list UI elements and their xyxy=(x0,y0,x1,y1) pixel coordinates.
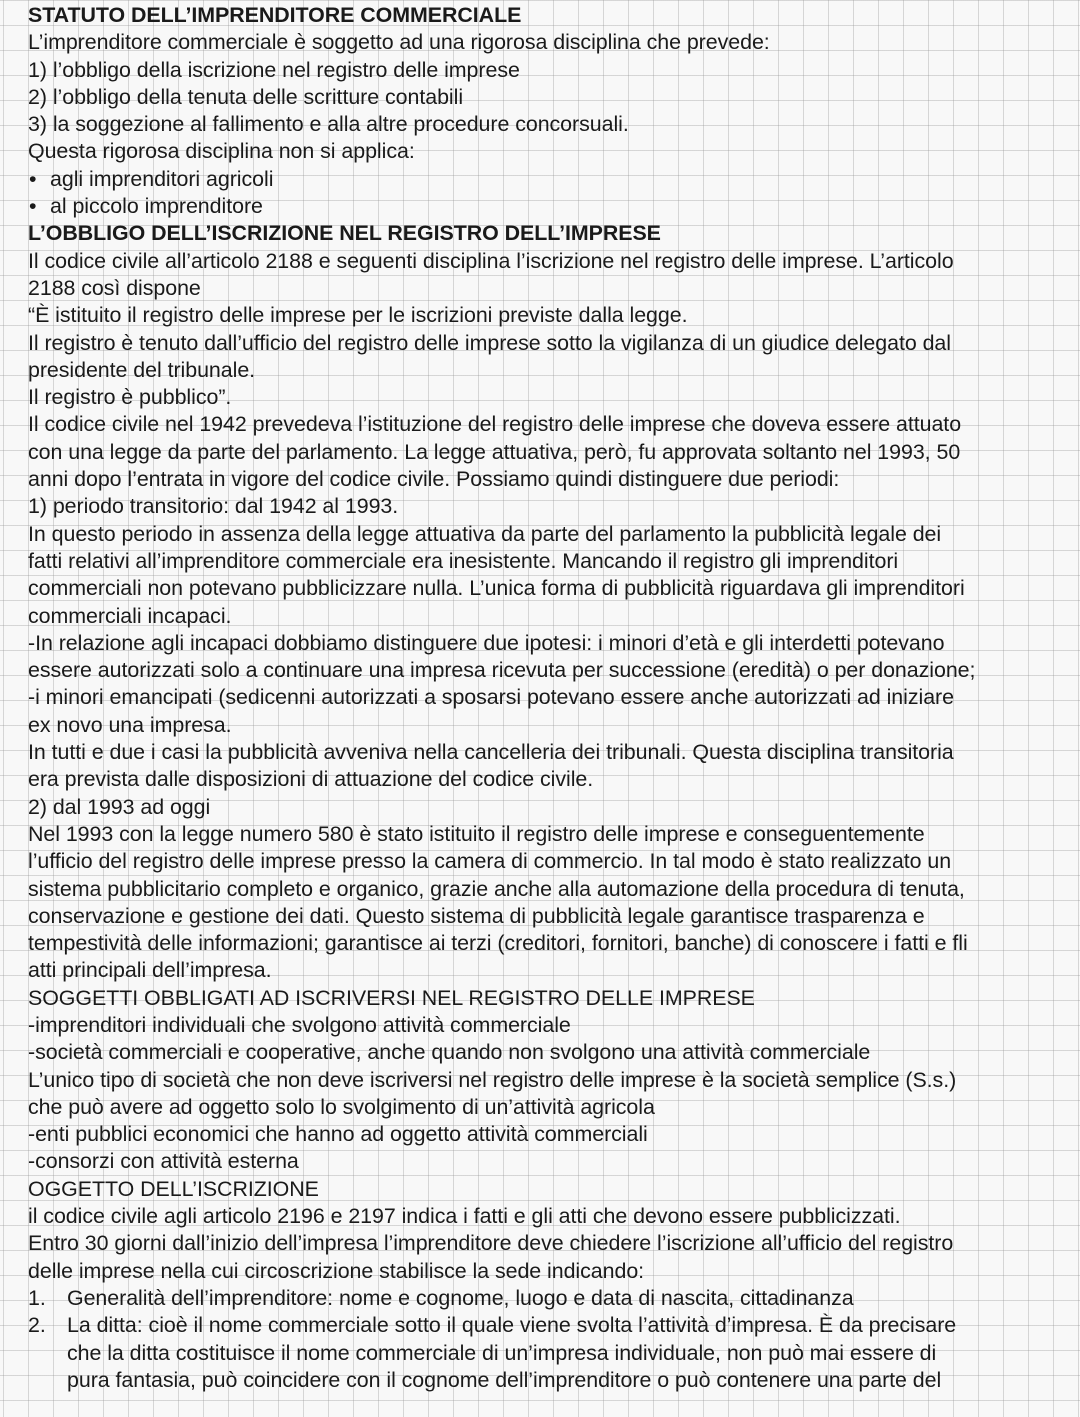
soggetti-item: L’unico tipo di società che non deve iscriversi nel registro delle imprese è la società semplice (S.s.) xyxy=(28,1067,957,1092)
item-continuation: pura fantasia, può coincidere con il cognome dell’imprenditore o può contenere una parte del xyxy=(67,1367,942,1392)
text-line: anni dopo l’entrata in vigore del codice civile. Possiamo quindi distinguere due periodi: xyxy=(28,467,840,492)
text-line: 1) periodo transitorio: dal 1942 al 1993. xyxy=(28,494,399,519)
item-number: 1. xyxy=(28,1285,46,1310)
text-line: l’ufficio del registro delle imprese presso la camera di commercio. In tal modo è stato realizzato un xyxy=(28,849,952,874)
text-line: il codice civile agli articolo 2196 e 2197 indica i fatti e gli atti che devono essere pubblicizzati. xyxy=(28,1204,901,1229)
text-line: conservazione e gestione dei dati. Questo sistema di pubblicità legale garantisce trasparenza e xyxy=(28,903,925,928)
text-line: commerciali incapaci. xyxy=(28,603,232,628)
text-line: -In relazione agli incapaci dobbiamo distinguere due ipotesi: i minori d’età e gli interdetti potevano xyxy=(28,630,945,655)
exception-text: agli imprenditori agricoli xyxy=(50,166,274,191)
obligation-item: 2) l’obbligo della tenuta delle scritture contabili xyxy=(28,84,464,109)
text-line: 2) dal 1993 ad oggi xyxy=(28,794,211,819)
oggetto-block xyxy=(28,1203,1073,1285)
text-line: atti principali dell’impresa. xyxy=(28,958,272,983)
obligation-item: 1) l’obbligo della iscrizione nel registro delle imprese xyxy=(28,57,520,82)
text-line: presidente del tribunale. xyxy=(28,357,256,382)
soggetti-block xyxy=(28,1012,1073,1176)
heading-obbligo-iscrizione: L’OBBLIGO DELL’ISCRIZIONE NEL REGISTRO DELL’IMPRESE xyxy=(28,221,661,246)
item-number: 2. xyxy=(28,1313,46,1338)
codice-paragraph-block xyxy=(28,248,1073,985)
text-line: ex novo una impresa. xyxy=(28,712,232,737)
text-line: Il codice civile all’articolo 2188 e seguenti disciplina l’iscrizione nel registro delle imprese. L’articolo xyxy=(28,248,954,273)
soggetti-item: -consorzi con attività esterna xyxy=(28,1149,299,1174)
exception-text: al piccolo imprenditore xyxy=(50,194,263,219)
heading-oggetto: OGGETTO DELL’ISCRIZIONE xyxy=(28,1176,319,1201)
text-line: fatti relativi all’imprenditore commerciale era inesistente. Mancando il registro gli imprenditori xyxy=(28,548,899,573)
numbered-item xyxy=(28,1285,1073,1312)
text-line: commerciali non potevano pubblicizzare nulla. L’unica forma di pubblicità riguardava gli imprenditori xyxy=(28,576,965,601)
text-line: “È istituito il registro delle imprese per le iscrizioni previste dalla legge. xyxy=(28,303,688,328)
item-continuation: che la ditta costituisce il nome commerciale di un’impresa individuale, non può mai essere di xyxy=(67,1340,937,1365)
exception-intro: Questa rigorosa disciplina non si applica: xyxy=(28,139,415,164)
numbered-item xyxy=(28,1312,1073,1339)
text-line: In tutti e due i casi la pubblicità avveniva nella cancelleria dei tribunali. Questa disciplina transitoria xyxy=(28,740,954,765)
text-line: era prevista dalle disposizioni di attuazione del codice civile. xyxy=(28,767,594,792)
item-text: Generalità dell’imprenditore: nome e cognome, luogo e data di nascita, cittadinanza xyxy=(67,1285,854,1310)
intro-text: L’imprenditore commerciale è soggetto ad una rigorosa disciplina che prevede: xyxy=(28,30,770,55)
bullet-icon: • xyxy=(29,194,37,219)
heading-statuto: STATUTO DELL’IMPRENDITORE COMMERCIALE xyxy=(28,3,522,27)
soggetti-item: -imprenditori individuali che svolgono attività commerciale xyxy=(28,1012,571,1037)
text-line: Il registro è pubblico”. xyxy=(28,385,232,410)
text-line: essere autorizzati solo a continuare una impresa ricevuta per successione (eredità) o per donazione; xyxy=(28,658,976,683)
exception-bullet-item xyxy=(28,166,1073,193)
text-line: con una legge da parte del parlamento. La legge attuativa, però, fu approvata soltanto nel 1993, 50 xyxy=(28,439,961,464)
soggetti-item: -società commerciali e cooperative, anche quando non svolgono una attività commerciale xyxy=(28,1040,871,1065)
bullet-icon: • xyxy=(29,166,37,191)
text-line: Entro 30 giorni dall’inizio dell’impresa l’imprenditore deve chiedere l’iscrizione all’ufficio del registro xyxy=(28,1231,954,1256)
text-line: 2188 così dispone xyxy=(28,275,201,300)
text-line: In questo periodo in assenza della legge attuativa da parte del parlamento la pubblicità legale dei xyxy=(28,521,942,546)
exception-bullet-item xyxy=(28,193,1073,220)
numbered-list xyxy=(28,1285,1073,1394)
text-line: Il codice civile nel 1942 prevedeva l’istituzione del registro delle imprese che doveva essere attuato xyxy=(28,412,962,437)
notes-page xyxy=(28,2,1073,1394)
text-line: -i minori emancipati (sedicenni autorizzati a sposarsi potevano essere anche autorizzati ad iniziare xyxy=(28,685,954,710)
text-line: sistema pubblicitario completo e organico, grazie anche alla automazione della procedura di tenuta, xyxy=(28,876,965,901)
text-line: Nel 1993 con la legge numero 580 è stato istituito il registro delle imprese e conseguentemente xyxy=(28,821,925,846)
text-line: delle imprese nella cui circoscrizione stabilisce la sede indicando: xyxy=(28,1258,645,1283)
text-line: tempestività delle informazioni; garantisce ai terzi (creditori, fornitori, banche) di conoscere i fatti e fli xyxy=(28,931,968,956)
item-text: La ditta: cioè il nome commerciale sotto il quale viene svolta l’attività d’impresa. È da precisare xyxy=(67,1313,957,1338)
text-line: Il registro è tenuto dall’ufficio del registro delle imprese sotto la vigilanza di un giudice delegato dal xyxy=(28,330,951,355)
soggetti-item: -enti pubblici economici che hanno ad oggetto attività commerciali xyxy=(28,1122,648,1147)
obligation-item: 3) la soggezione al fallimento e alla altre procedure concorsuali. xyxy=(28,112,629,137)
heading-soggetti: SOGGETTI OBBLIGATI AD ISCRIVERSI NEL REGISTRO DELLE IMPRESE xyxy=(28,985,755,1010)
soggetti-item: che può avere ad oggetto solo lo svolgimento di un’attività agricola xyxy=(28,1094,655,1119)
